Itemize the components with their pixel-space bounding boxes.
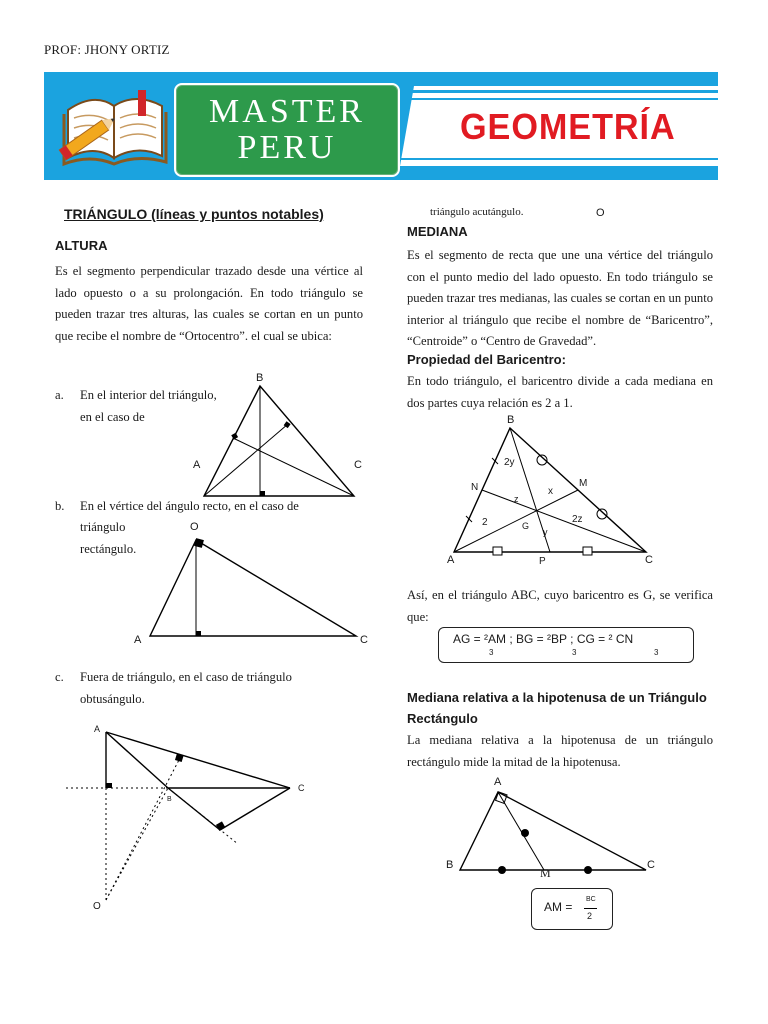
section-title: TRIÁNGULO (líneas y puntos notables) (64, 206, 324, 222)
fig4-label-2: 2 (482, 517, 488, 528)
hipotenusa-text: La mediana relativa a la hipotenusa de un triángulo rectángulo mide la mitad de la hipotenusa. (407, 733, 713, 769)
item-c-line2: obtusángulo. (80, 692, 145, 706)
right-triangle-figure (140, 530, 370, 642)
fig3-label-c: C (298, 783, 305, 793)
item-a-letter: a. (55, 388, 64, 402)
hipotenusa-heading-1: Mediana relativa a la hipotenusa de un Triángulo (407, 690, 707, 705)
fig4-label-m: M (579, 478, 588, 489)
propiedad-text: En todo triángulo, el baricentro divide a cada mediana en dos partes cuya relación es 2 a 1. (407, 374, 713, 410)
fig4-label-2y: 2y (504, 457, 515, 468)
am-formula-numerator: BC (586, 896, 596, 903)
am-fraction-bar (584, 908, 597, 909)
fig1-label-c: C (354, 459, 362, 471)
item-b-line1: En el vértice del ángulo recto, en el caso de (80, 499, 299, 513)
fig3-label-b: B (167, 796, 172, 803)
fig5-label-c: C (647, 859, 655, 871)
item-b-line2: triángulo (80, 520, 126, 534)
item-b-letter: b. (55, 499, 65, 513)
fig4-label-2z: 2z (572, 514, 583, 525)
carryover-o: O (596, 207, 605, 219)
formula-denominator-1: 3 (489, 648, 494, 657)
hipotenusa-figure (450, 780, 660, 880)
fig4-label-p: P (539, 556, 546, 567)
author-line: PROF: JHONY ORTIZ (44, 42, 170, 57)
mediana-text: Es el segmento de recta que une una vértice del triángulo con el punto medio del lado opuesto. En todo triángulo se pueden trazar tres medianas, las cuales se cortan en un punto interior al triángulo que recibe el nombre de “Baricentro”, “Centroide” o “Centro de Gravedad”. (407, 248, 713, 348)
item-a-line2: en el caso de (80, 410, 145, 424)
fig4-label-n: N (471, 482, 479, 493)
fig4-label-z: z (514, 494, 519, 504)
acute-triangle-figure (186, 372, 376, 502)
brand-line-2: PERU (237, 129, 337, 166)
fig5-label-b: B (446, 859, 454, 871)
fig4-label-b: B (507, 414, 515, 426)
brand-line-1: MASTER (209, 93, 365, 130)
altura-text: Es el segmento perpendicular trazado desde una vértice al lado opuesto o a su prolongación. En todo triángulo se pueden trazar tres alturas, las cuales se cortan en un punto que recibe el nombre de “Ortocentro”. el cual se ubica: (55, 264, 363, 343)
fig2-label-c: C (360, 634, 368, 646)
fig3-label-a: A (94, 724, 101, 734)
am-formula-lhs: AM = (544, 900, 573, 914)
obtuse-triangle-figure (60, 722, 310, 912)
book-pencil-icon (54, 84, 172, 170)
hipotenusa-heading-2: Rectángulo (407, 711, 478, 726)
item-c-line1: Fuera de triángulo, en el caso de triángulo (80, 670, 292, 684)
fig1-label-a: A (193, 459, 201, 471)
formula-denominator-2: 3 (572, 648, 577, 657)
asi-text: Así, en el triángulo ABC, cuyo baricentro es G, se verifica que: (407, 588, 713, 624)
fig4-label-c: C (645, 554, 653, 566)
propiedad-heading: Propiedad del Baricentro: (407, 352, 566, 367)
am-formula-box (531, 888, 613, 930)
carryover-text: triángulo acutángulo. (430, 206, 524, 218)
baricentro-formula-box (438, 627, 694, 663)
baricentro-formula: AG = ²AM ; BG = ²BP ; CG = ² CN (453, 632, 634, 646)
fig3-label-o: O (93, 901, 101, 912)
fig4-label-g: G (522, 521, 530, 531)
item-c-letter: c. (55, 670, 64, 684)
fig4-label-a: A (447, 554, 455, 566)
fig1-label-b: B (256, 372, 264, 384)
subject-title: GEOMETRÍA (460, 106, 676, 147)
fig5-label-m: M (540, 866, 551, 880)
fig2-label-o: O (190, 521, 199, 533)
item-a-line1: En el interior del triángulo, (80, 388, 217, 402)
fig4-label-x: x (548, 486, 553, 497)
formula-denominator-3: 3 (654, 648, 659, 657)
fig2-label-a: A (134, 634, 142, 646)
am-formula-denominator: 2 (587, 911, 593, 921)
altura-heading: ALTURA (55, 238, 108, 253)
mediana-heading: MEDIANA (407, 224, 468, 239)
fig5-label-a: A (494, 776, 502, 788)
fig4-label-y: y (543, 527, 548, 537)
brand-box (174, 83, 400, 177)
item-b-line3: rectángulo. (80, 542, 137, 556)
